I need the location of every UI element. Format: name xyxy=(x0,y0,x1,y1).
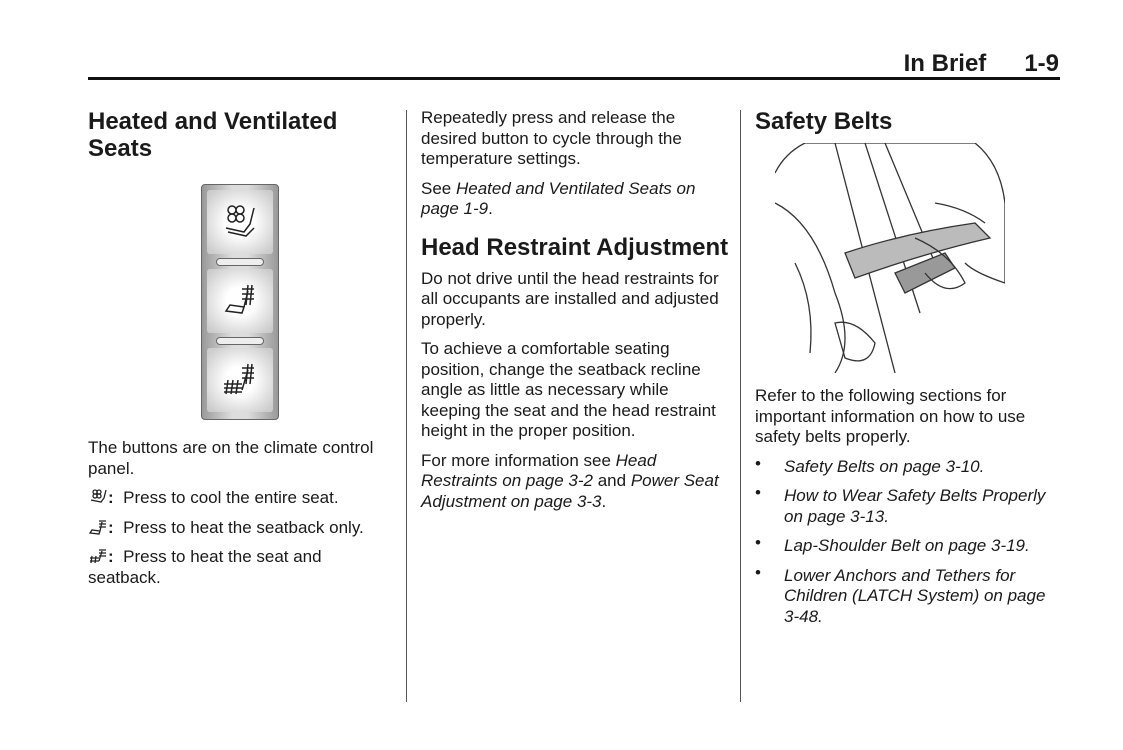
see-also: See Heated and Ventilated Seats on page 1-9. xyxy=(421,178,696,218)
list-item-link[interactable]: • Lower Anchors and Tethers for Children (LATCH System) on page 3-48. xyxy=(755,566,1060,628)
list-item-link[interactable]: • Lap-Shoulder Belt on page 3-19. xyxy=(755,536,1060,557)
safety-belt-illustration xyxy=(775,143,1005,373)
seat-seatback-heat-icon xyxy=(88,547,108,564)
list-item-link[interactable]: • How to Wear Safety Belts Properly on page 3-13. xyxy=(755,486,1060,527)
seatback-heat-icon xyxy=(220,281,260,321)
section-name: In Brief xyxy=(903,50,987,77)
seatback-heat-description: : Press to heat the seatback only. xyxy=(88,518,380,539)
seat-seatback-heat-description: : Press to heat the seat and seatback. xyxy=(88,547,322,587)
seat-seatback-heat-button-illustration xyxy=(207,348,273,412)
seatback-heat-icon xyxy=(88,518,108,535)
intro-text: The buttons are on the climate control panel. xyxy=(88,438,374,478)
seat-ventilate-icon xyxy=(88,488,108,505)
ventilate-description: : Press to cool the entire seat. xyxy=(88,488,380,509)
seat-ventilate-icon xyxy=(220,202,260,242)
section-title: Heated and Ventilated Seats xyxy=(88,108,338,162)
reference-list xyxy=(755,457,1060,628)
seat-control-panel-illustration xyxy=(201,184,279,420)
section-title: Head Restraint Adjustment xyxy=(421,233,729,261)
column-3 xyxy=(755,108,1060,636)
column-2 xyxy=(421,108,731,521)
button-divider xyxy=(216,258,264,266)
page-number: 1-9 xyxy=(1024,50,1059,77)
warning-text: Do not drive until the head restraints for all occupants are installed and adjusted properly. xyxy=(421,268,719,329)
cross-reference-link[interactable]: Heated and Ventilated Seats on page 1-9 xyxy=(421,178,696,218)
seat-seatback-heat-icon xyxy=(220,360,260,400)
cycle-text: Repeatedly press and release the desired button to cycle through the temperature settings. xyxy=(421,108,682,168)
intro-text: Refer to the following sections for important information on how to use safety belts properly. xyxy=(755,386,1026,446)
column-1 xyxy=(88,108,380,597)
cross-reference-link[interactable]: Power Seat Adjustment on page 3-3 xyxy=(421,471,719,511)
button-divider xyxy=(216,337,264,345)
list-item-link[interactable]: • Safety Belts on page 3-10. xyxy=(755,457,1060,478)
cross-reference-link[interactable]: Head Restraints on page 3-2 xyxy=(421,450,657,490)
adjust-text: To achieve a comfortable seating position, change the seatback recline angle as little as necessary while keeping the seat and the head restraint height in the proper position. xyxy=(421,339,716,440)
column-divider xyxy=(406,110,407,702)
section-title: Safety Belts xyxy=(755,108,893,135)
seatback-heat-button-illustration xyxy=(207,269,273,333)
running-header xyxy=(904,50,1059,78)
more-info: For more information see Head Restraints on page 3-2 and Power Seat Adjustment on page 3-3. xyxy=(421,450,719,511)
column-divider xyxy=(740,110,741,702)
header-rule xyxy=(88,77,1060,80)
ventilate-button-illustration xyxy=(207,190,273,254)
